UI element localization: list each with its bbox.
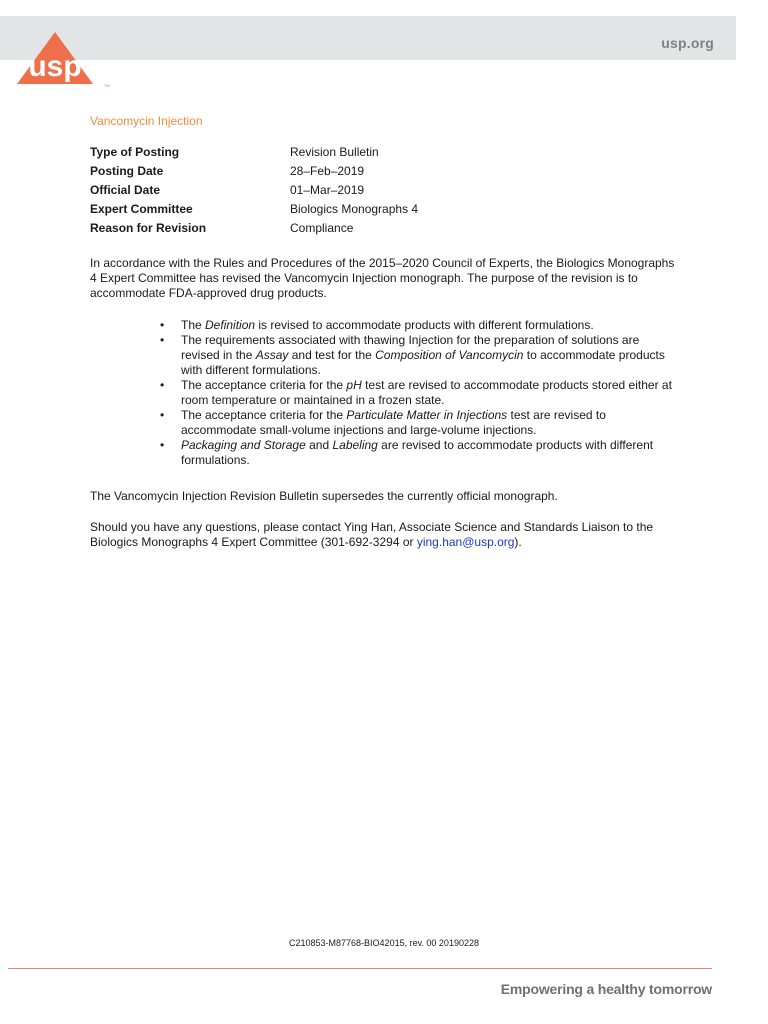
logo-trademark: TM	[104, 83, 110, 88]
contact-paragraph	[90, 520, 680, 550]
logo-text: usp	[28, 50, 82, 83]
meta-value: Compliance	[290, 221, 354, 235]
site-url[interactable]: usp.org	[661, 35, 714, 51]
meta-row	[90, 221, 418, 240]
bullet-item: • The Definition is revised to accommodate products with different formulations.	[160, 318, 680, 333]
meta-label: Posting Date	[90, 164, 164, 178]
meta-value: Biologics Monographs 4	[290, 202, 419, 216]
meta-value: Revision Bulletin	[290, 145, 379, 159]
contact-end: ).	[514, 535, 522, 549]
meta-row	[90, 164, 418, 183]
meta-row	[90, 183, 418, 202]
document-title: Vancomycin Injection	[90, 114, 203, 128]
contact-email-link[interactable]: ying.han@usp.org	[416, 535, 515, 549]
posting-meta-table	[90, 145, 418, 240]
meta-value: 28–Feb–2019	[290, 164, 365, 178]
meta-label: Expert Committee	[90, 202, 193, 216]
footer-divider	[8, 968, 712, 969]
intro-paragraph: In accordance with the Rules and Procedures of the 2015–2020 Council of Experts, the Biologics Monographs 4 Expert Committee has revised the Vancomycin Injection monograph. The purpose of the revision is to accommodate FDA-approved drug products.	[90, 256, 675, 300]
meta-row	[90, 145, 418, 164]
meta-value: 01–Mar–2019	[290, 183, 365, 197]
meta-label: Reason for Revision	[90, 221, 207, 235]
meta-row	[90, 202, 418, 221]
bullet-item: • The requirements associated with thawing Injection for the preparation of solutions are revised in the Assay and test for the Composition of Vancomycin to accommodate products with different formulations.	[160, 333, 680, 378]
document-code: C210853-M87768-BIO42015, rev. 00 20190228	[289, 938, 479, 948]
revision-bullet-list	[160, 318, 680, 468]
meta-label: Official Date	[90, 183, 161, 197]
usp-logo	[13, 32, 113, 92]
meta-label: Type of Posting	[90, 145, 180, 159]
bullet-item: • Packaging and Storage and Labeling are revised to accommodate products with different formulations.	[160, 438, 680, 468]
footer-tagline: Empowering a healthy tomorrow	[500, 981, 712, 997]
bullet-item: • The acceptance criteria for the Particulate Matter in Injections test are revised to accommodate small-volume injections and large-volume injections.	[160, 408, 680, 438]
supersedes-paragraph: The Vancomycin Injection Revision Bulletin supersedes the currently official monograph.	[90, 489, 558, 503]
bullet-item: • The acceptance criteria for the pH test are revised to accommodate products stored either at room temperature or maintained in a frozen state.	[160, 378, 680, 408]
contact-text: Should you have any questions, please contact Ying Han, Associate Science and Standards Liaison to the Biologics Monographs 4 Expert Committee (301-692-3294 or	[90, 520, 654, 549]
